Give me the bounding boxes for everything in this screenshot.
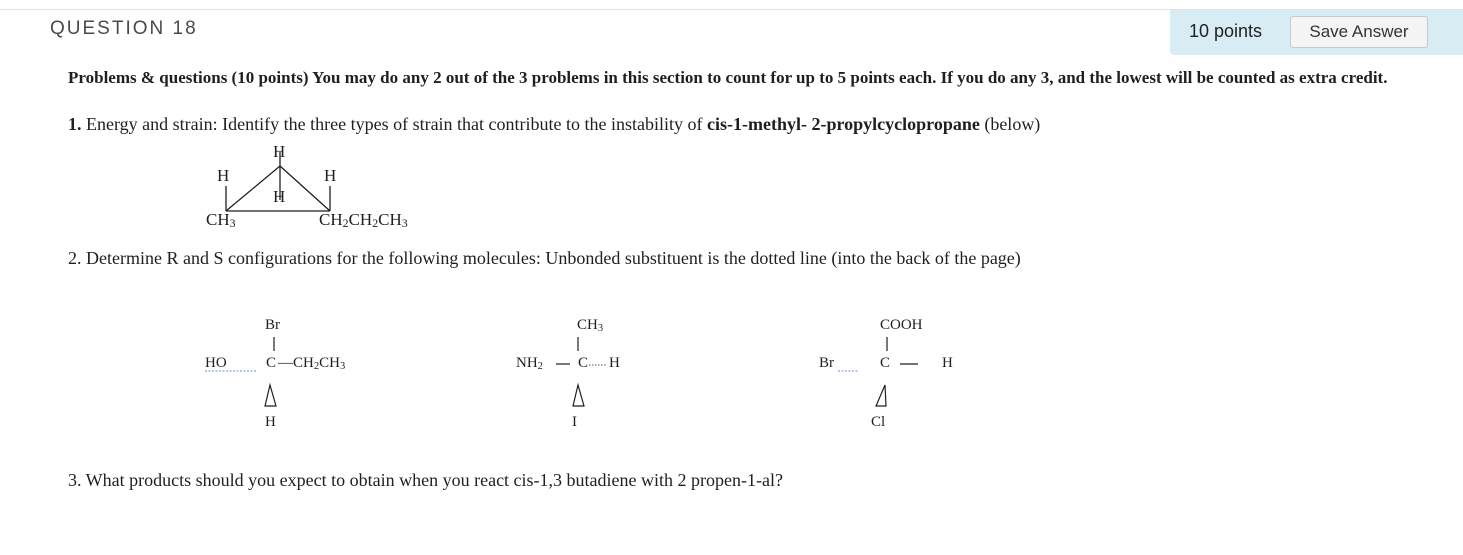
question-1-text: Energy and strain: Identify the three types of strain that contribute to the instability of — [81, 114, 708, 134]
points-label: 10 points — [1189, 21, 1263, 41]
cyclopropane-h-top: H — [273, 142, 286, 161]
cyclopropane-h-left: H — [217, 166, 230, 185]
instructions-text: Problems & questions (10 points) You may do any 2 out of the 3 problems in this section to count for up to 5 points each. If you do any 3, and the lowest will be counted as extra credit. — [68, 68, 1388, 87]
molecule-1-left: HO — [205, 355, 227, 371]
save-answer-button[interactable]: Save Answer — [1290, 16, 1428, 48]
molecule-3-right: H — [942, 355, 953, 371]
question-1-tail: (below) — [979, 114, 1041, 134]
cyclopropane-methyl: $CH_3$ — [206, 210, 236, 230]
question-1-molecule: cis-1-methyl- 2-propylcyclopropane — [707, 114, 980, 134]
question-title: QUESTION 18 — [50, 18, 198, 39]
cyclopropane-propyl: $CH_2CH_2CH_3$ — [319, 210, 408, 230]
molecule-2-bottom: I — [572, 414, 577, 430]
question-3: 3. What products should you expect to obtain when you react cis-1,3 butadiene with 2 propen-1-al? — [68, 470, 783, 490]
molecule-1-top: Br — [265, 317, 280, 333]
molecule-1-center: C — [266, 355, 277, 371]
molecule-2-top: $CH_3$ — [577, 317, 604, 334]
molecule-3-left: Br — [819, 355, 834, 371]
question-1-number: 1. — [68, 114, 82, 134]
molecule-3-top: COOH — [880, 317, 923, 333]
cyclopropane-h-right: H — [324, 166, 337, 185]
molecule-3-center: C — [880, 355, 891, 371]
molecule-1-bottom: H — [265, 414, 276, 430]
cyclopropane-h-middle: H — [273, 187, 286, 206]
molecule-1-right: $—CH_2CH_3$ — [278, 355, 346, 372]
question-2: 2. Determine R and S configurations for the following molecules: Unbonded substituent is the dotted line (into the back of the page) — [68, 248, 1021, 268]
molecule-2-center: C — [578, 355, 589, 371]
molecule-2-left: $NH_2$ — [516, 355, 543, 372]
molecule-2-right: H — [609, 355, 620, 371]
molecule-3-bottom: Cl — [871, 414, 886, 430]
